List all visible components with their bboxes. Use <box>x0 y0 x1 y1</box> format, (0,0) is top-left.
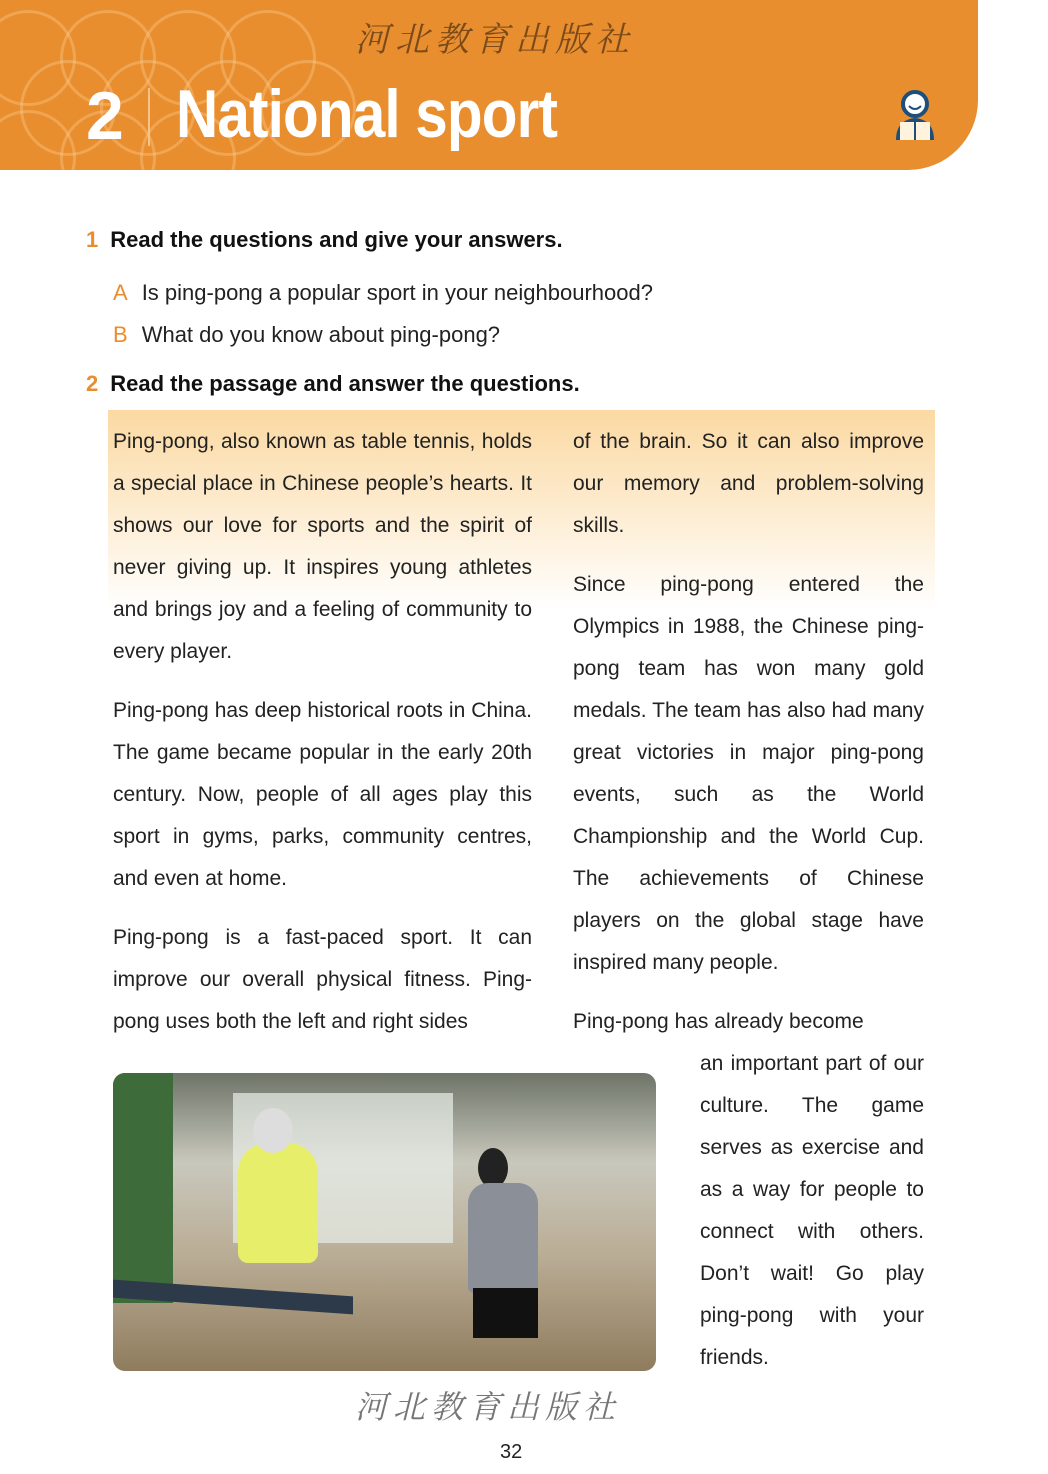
question-letter: A <box>113 280 128 305</box>
task-1 <box>86 227 563 253</box>
passage-paragraph-2: Ping-pong has deep historical roots in China. The game became popular in the early 20th century. Now, people of all ages play this sport in gyms, parks, community centres, and even at home. <box>113 699 532 890</box>
task-number: 1 <box>86 227 99 252</box>
task-instruction: Read the questions and give your answers. <box>110 227 563 252</box>
question-b <box>113 322 500 348</box>
passage-paragraph-5: Ping-pong has already become <box>573 1010 864 1033</box>
passage-paragraph-3-cont: of the brain. So it can also improve our memory and problem-solving skills. <box>573 430 924 537</box>
question-text: What do you know about ping-pong? <box>141 322 501 347</box>
ping-pong-photo <box>113 1073 656 1371</box>
question-a <box>113 280 653 306</box>
unit-title: National sport <box>176 76 558 152</box>
publisher-watermark: 河北教育出版社 <box>355 20 635 60</box>
unit-number: 2 <box>86 78 124 154</box>
passage-paragraph-3: Ping-pong is a fast-paced sport. It can improve our overall physical fitness. Ping-pong uses both the left and right sides <box>113 926 532 1033</box>
page-number: 32 <box>500 1441 523 1463</box>
passage-paragraph-5-cont: an important part of our culture. The game serves as exercise and as a way for people to connect with others. Don’t wait! Go play ping-pong with your friends. <box>700 1052 924 1369</box>
task-2 <box>86 371 580 397</box>
question-text: Is ping-pong a popular sport in your neighbourhood? <box>141 280 653 305</box>
passage-paragraph-4: Since ping-pong entered the Olympics in 1988, the Chinese ping-pong team has won many gold medals. The team has also had many great victories in major ping-pong events, such as the World Championship and the World Cup. The achievements of Chinese players on the global stage have inspired many people. <box>573 573 924 974</box>
divider <box>148 88 150 146</box>
publisher-watermark: 河北教育出版社 <box>355 1388 622 1426</box>
unit-banner <box>0 0 978 170</box>
passage-paragraph-1: Ping-pong, also known as table tennis, holds a special place in Chinese people’s hearts. It shows our love for sports and the spirit of never giving up. It inspires young athletes and brings joy and a feeling of community to every player. <box>113 430 532 663</box>
reading-person-icon <box>890 88 940 142</box>
task-number: 2 <box>86 371 99 396</box>
question-letter: B <box>113 322 128 347</box>
task-instruction: Read the passage and answer the questions. <box>110 371 580 396</box>
